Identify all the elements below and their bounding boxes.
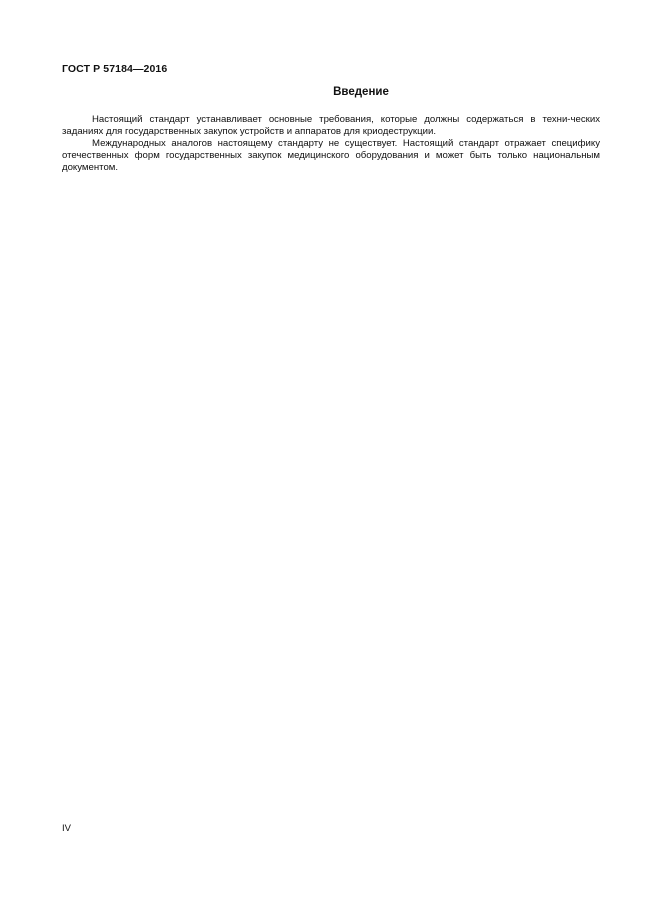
section-title: Введение xyxy=(333,86,389,98)
document-code: ГОСТ Р 57184—2016 xyxy=(62,63,168,75)
body-text xyxy=(62,114,600,174)
paragraph: Настоящий стандарт устанавливает основные требования, которые должны содержаться в техни-ческих заданиях для государственных закупок устройств и аппаратов для криодеструкции. xyxy=(62,114,600,137)
paragraph: Международных аналогов настоящему стандарту не существует. Настоящий стандарт отражает специфику отечественных форм государственных закупок медицинского оборудования и может быть только национальным документом. xyxy=(62,138,600,173)
page-number: IV xyxy=(62,823,71,834)
